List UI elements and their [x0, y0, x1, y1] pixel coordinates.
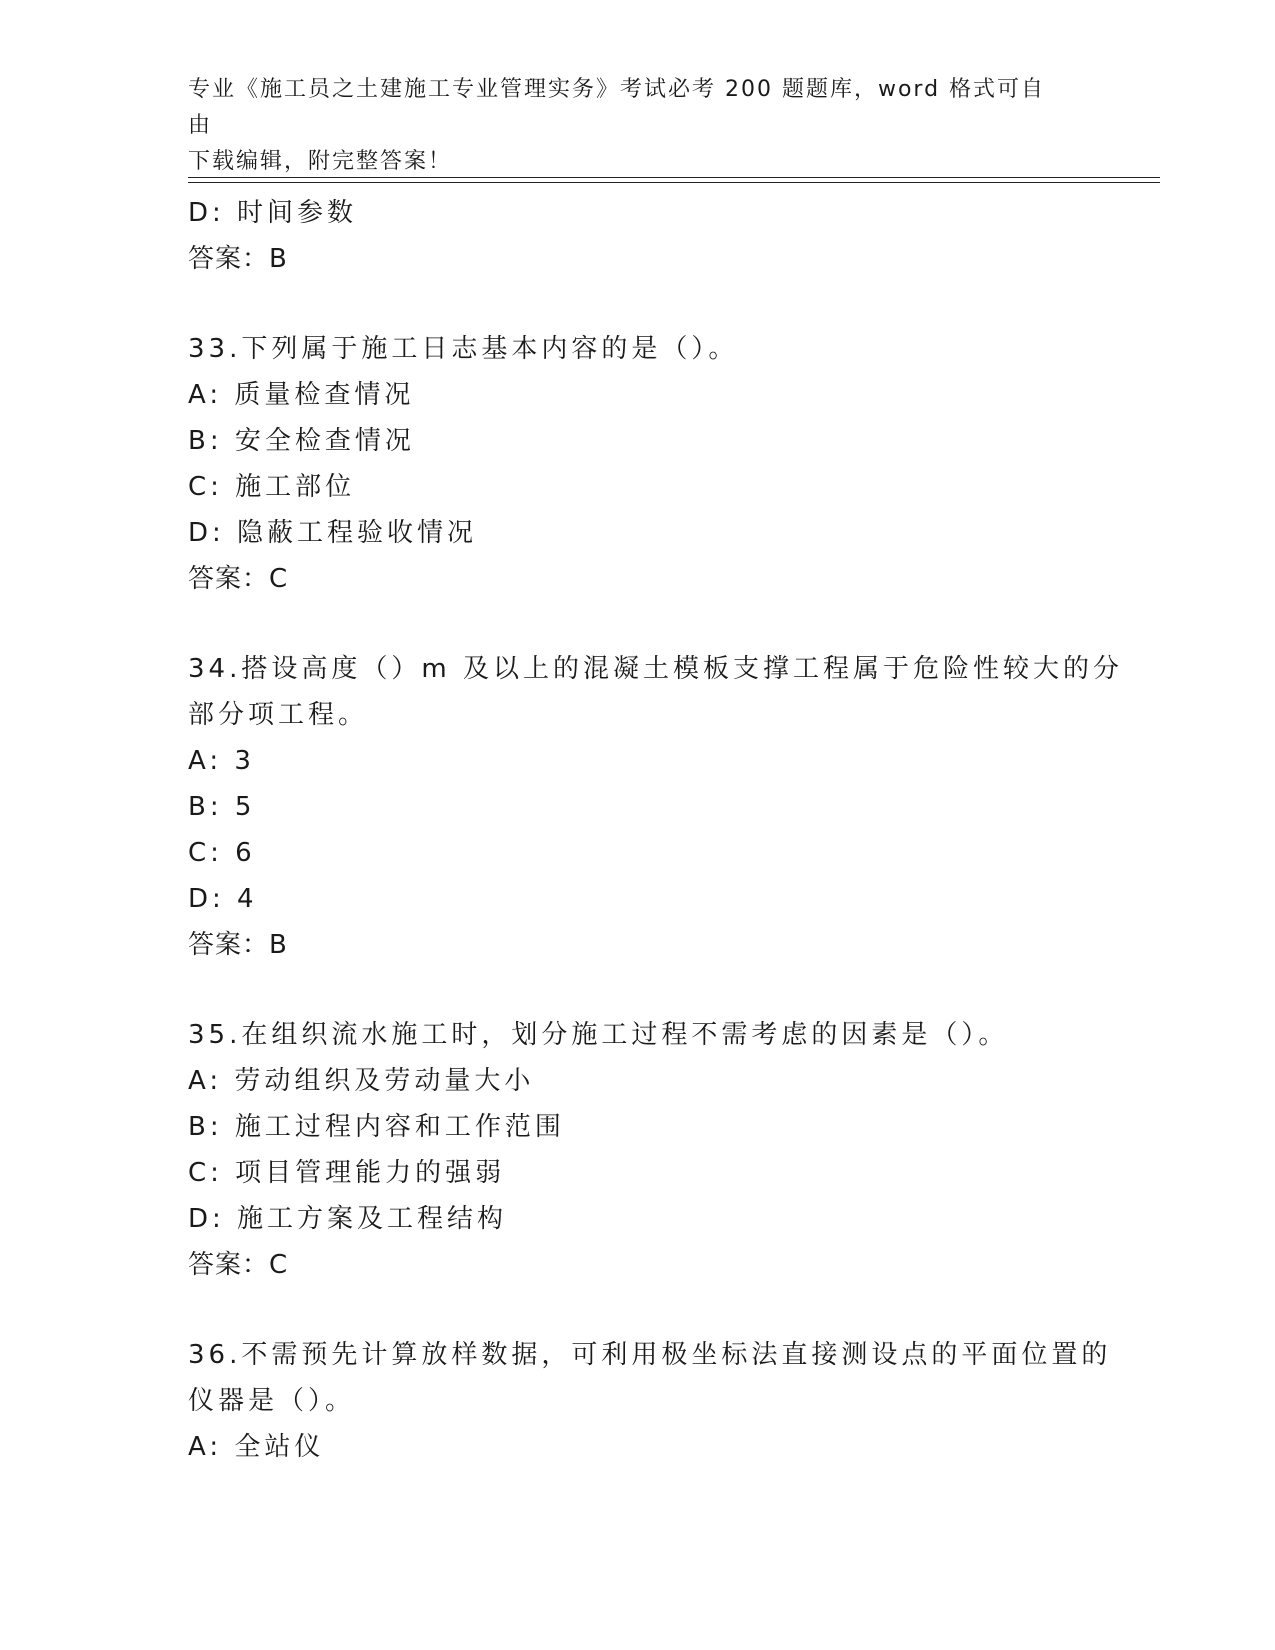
question-36-text-line-2: 仪器是（）。 — [188, 1386, 356, 1416]
spacer — [188, 968, 1088, 1012]
option-a: A: 质量检查情况 — [188, 380, 415, 410]
answer-line: 答案：B — [188, 930, 288, 960]
spacer — [188, 1288, 1088, 1332]
option-d: D: 施工方案及工程结构 — [188, 1204, 508, 1234]
option-d: D: 隐蔽工程验收情况 — [188, 518, 478, 548]
answer-line: 答案：C — [188, 1250, 289, 1280]
question-list — [188, 190, 1123, 1470]
answer-line: 答案：C — [188, 564, 289, 594]
option-c: C: 施工部位 — [188, 472, 356, 502]
document-header — [188, 72, 1068, 180]
question-34-text-line-2: 部分项工程。 — [188, 700, 369, 730]
option-d: D: 4 — [188, 884, 258, 914]
spacer — [188, 282, 1088, 326]
question-36-text-line-1: 36.不需预先计算放样数据，可利用极坐标法直接测设点的平面位置的 — [188, 1340, 1112, 1370]
option-b: B: 5 — [188, 792, 256, 822]
spacer — [188, 602, 1088, 646]
option-a: A: 劳动组织及劳动量大小 — [188, 1066, 535, 1096]
header-rule-bottom — [188, 182, 1160, 183]
option-a: A: 全站仪 — [188, 1432, 325, 1462]
answer-line: 答案：B — [188, 244, 288, 274]
question-35-text: 35.在组织流水施工时，划分施工过程不需考虑的因素是（）。 — [188, 1020, 1009, 1050]
option-d: D: 时间参数 — [188, 198, 358, 228]
header-line-1: 专业《施工员之土建施工专业管理实务》考试必考 200 题题库，word 格式可自由 — [188, 77, 1046, 138]
option-c: C: 6 — [188, 838, 256, 868]
option-b: B: 施工过程内容和工作范围 — [188, 1112, 565, 1142]
question-33-text: 33.下列属于施工日志基本内容的是（）。 — [188, 334, 739, 364]
option-a: A: 3 — [188, 746, 255, 776]
option-c: C: 项目管理能力的强弱 — [188, 1158, 506, 1188]
question-34-text-line-1: 34.搭设高度（）m 及以上的混凝土模板支撑工程属于危险性较大的分 — [188, 654, 1123, 684]
header-rule-top — [188, 177, 1160, 178]
header-line-2: 下载编辑，附完整答案！ — [188, 149, 453, 174]
option-b: B: 安全检查情况 — [188, 426, 415, 456]
